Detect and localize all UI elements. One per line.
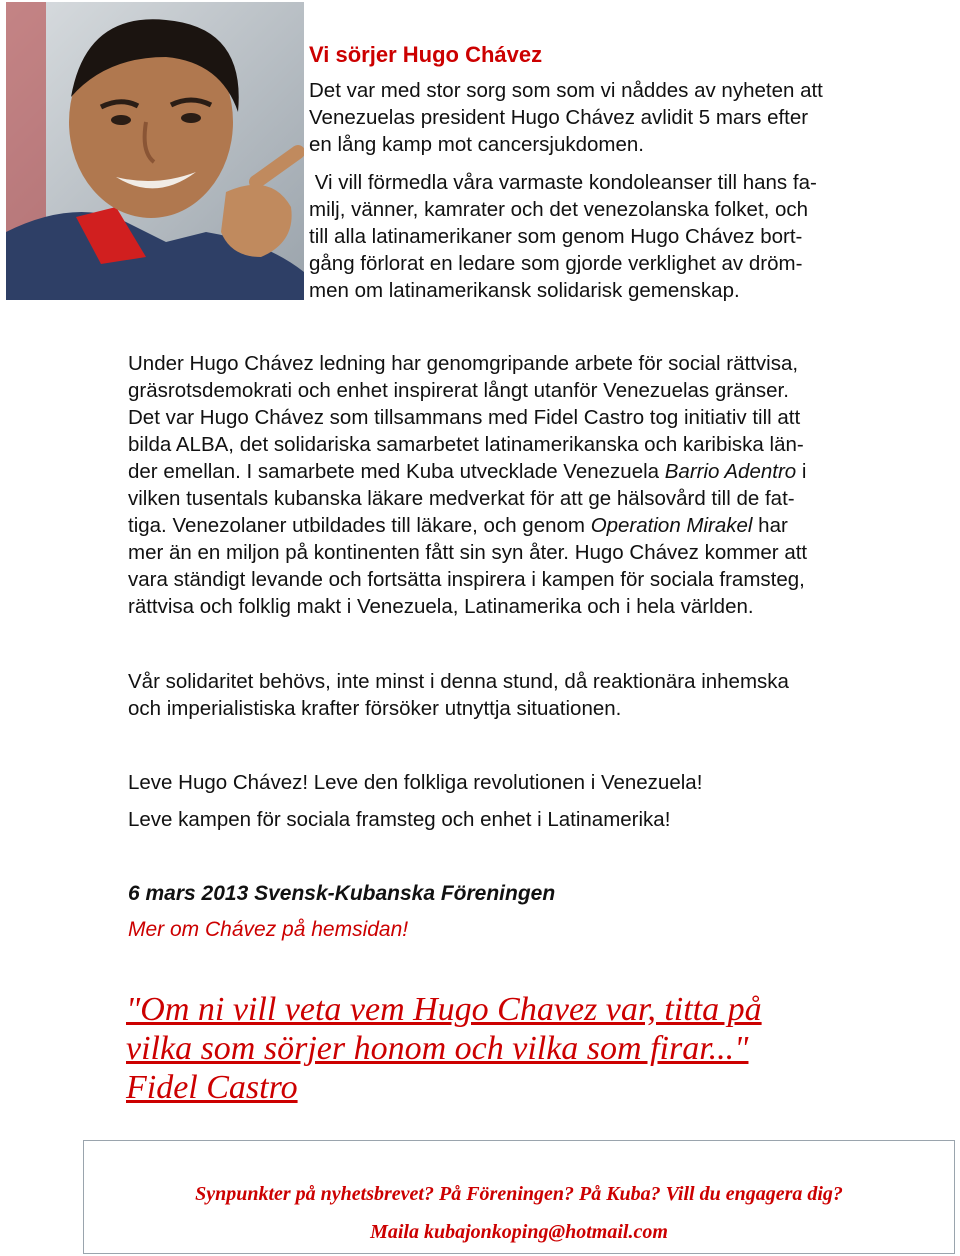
legacy-line (128, 512, 928, 539)
operation-mirakel-term: Operation Mirakel (590, 514, 753, 537)
condolence-paragraph (309, 169, 909, 304)
signature: 6 mars 2013 Svensk-Kubanska Föreningen (128, 882, 556, 905)
legacy-line (128, 458, 928, 485)
solidarity-line: Vår solidaritet behövs, inte minst i denna stund, då reaktionära inhemska (128, 670, 789, 693)
footer-question: Synpunkter på nyhetsbrevet? På Föreningen? På Kuba? Vill du engagera dig? (195, 1183, 843, 1205)
legacy-paragraph (128, 350, 928, 620)
condolence-line: milj, vänner, kamrater och det venezolanska folket, och (309, 198, 809, 221)
quote-line: vilka som sörjer honom och vilka som firar..." (126, 1030, 749, 1067)
legacy-line: vilken tusentals kubanska läkare medverkat för att ge hälsovård till de fat- (128, 487, 795, 510)
article-heading: Vi sörjer Hugo Chávez (309, 42, 543, 67)
footer-email[interactable]: Maila kubajonkoping@hotmail.com (370, 1221, 668, 1243)
legacy-text: i (796, 460, 807, 483)
legacy-line: rättvisa och folklig makt i Venezuela, Latinamerika och i hela världen. (128, 595, 754, 618)
footer-contact-box (83, 1140, 955, 1254)
legacy-text: der emellan. I samarbete med Kuba utvecklade Venezuela (128, 460, 665, 483)
fidel-castro-quote-link[interactable] (126, 990, 886, 1107)
barrio-adentro-term: Barrio Adentro (664, 460, 797, 483)
condolence-line: men om latinamerikansk solidarisk gemenskap. (309, 279, 740, 302)
legacy-text: tiga. Venezolaner utbildades till läkare, och genom (128, 514, 591, 537)
solidarity-paragraph (128, 668, 928, 722)
legacy-text: har (752, 514, 788, 537)
portrait-illustration (6, 2, 304, 300)
legacy-line: Under Hugo Chávez ledning har genomgripande arbete för social rättvisa, (128, 352, 799, 375)
quote-line: "Om ni vill veta vem Hugo Chavez var, titta på (126, 991, 762, 1028)
legacy-line: Det var Hugo Chávez som tillsammans med Fidel Castro tog initiativ till att (128, 406, 801, 429)
solidarity-line: och imperialistiska krafter försöker utnyttja situationen. (128, 697, 622, 720)
more-about-chavez-link[interactable]: Mer om Chávez på hemsidan! (128, 918, 409, 941)
slogan-1: Leve Hugo Chávez! Leve den folkliga revolutionen i Venezuela! (128, 771, 703, 794)
portrait-photo (6, 2, 304, 300)
quote-line: Fidel Castro (126, 1069, 298, 1106)
intro-line: Venezuelas president Hugo Chávez avlidit 5 mars efter (309, 106, 809, 129)
condolence-line: Vi vill förmedla våra varmaste kondoleanser till hans fa- (309, 171, 817, 194)
legacy-line: gräsrotsdemokrati och enhet inspirerat långt utanför Venezuelas gränser. (128, 379, 789, 402)
condolence-line: till alla latinamerikaner som genom Hugo Chávez bort- (309, 225, 803, 248)
intro-line: en lång kamp mot cancersjukdomen. (309, 133, 645, 156)
condolence-line: gång förlorat en ledare som gjorde verklighet av dröm- (309, 252, 803, 275)
intro-line: Det var med stor sorg som som vi nåddes av nyheten att (309, 79, 823, 102)
legacy-line: mer än en miljon på kontinenten fått sin syn åter. Hugo Chávez kommer att (128, 541, 808, 564)
slogan-2: Leve kampen för sociala framsteg och enhet i Latinamerika! (128, 808, 671, 831)
legacy-line: bilda ALBA, det solidariska samarbetet latinamerikanska och karibiska län- (128, 433, 804, 456)
legacy-line: vara ständigt levande och fortsätta inspirera i kampen för sociala framsteg, (128, 568, 805, 591)
intro-paragraph (309, 77, 909, 158)
